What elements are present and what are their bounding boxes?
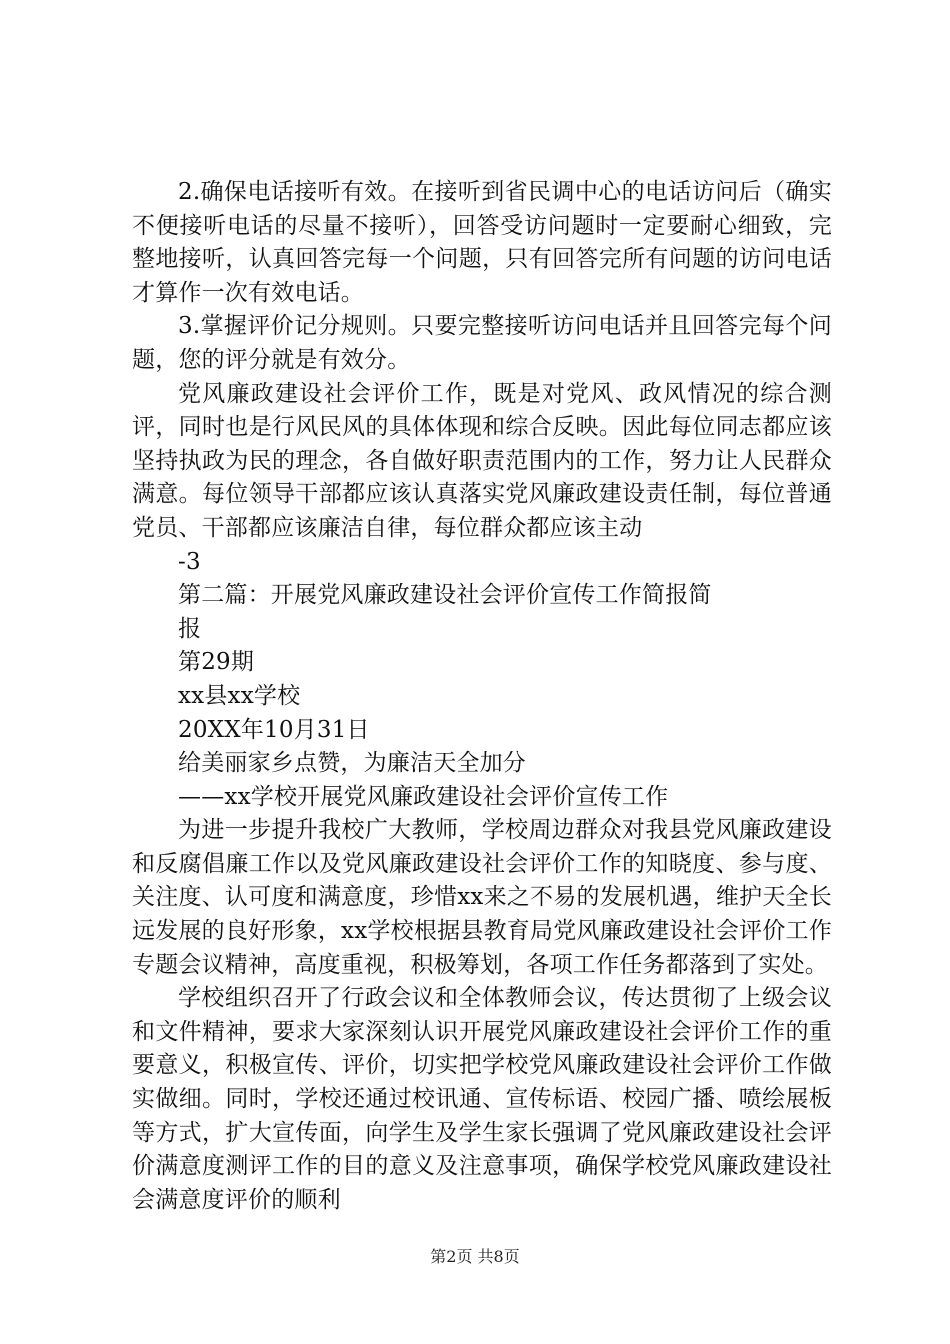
headline: 给美丽家乡点赞，为廉洁天全加分 <box>178 750 526 777</box>
page-footer: 第2页 共8页 <box>430 1247 520 1266</box>
paragraph-scoring-rules: 3.掌握评价记分规则。只要完整接听访问电话并且回答完每个问题，您的评分就是有效分。 <box>132 313 832 373</box>
paragraph-phone-validity: 2.确保电话接听有效。在接听到省民调中心的电话访问后（确实不便接听电话的尽量不接听），回答受访问题时一定要耐心细致，完整地接听，认真回答完每一个问题，只有回答完所有问题的访问电话才算作一次有效电话。 <box>132 179 832 306</box>
subheadline: ——xx学校开展党风廉政建设社会评价宣传工作 <box>178 783 669 810</box>
paragraph-evaluation-work: 党风廉政建设社会评价工作，既是对党风、政风情况的综合测评，同时也是行风民风的具体体现和综合反映。因此每位同志都应该坚持执政为民的理念，各自做好职责范围内的工作，努力让人民群众满意。每位领导干部都应该认真落实党风廉政建设责任制，每位普通党员、干部都应该廉洁自律，每位群众都应该主动 <box>132 380 832 541</box>
body-paragraph-intro: 为进一步提升我校广大教师，学校周边群众对我县党风廉政建设和反腐倡廉工作以及党风廉政建设社会评价工作的知晓度、参与度、关注度、认可度和满意度，珍惜xx来之不易的发展机遇，维护天全长远发展的良好形象，xx学校根据县教育局党风廉政建设社会评价工作专题会议精神，高度重视，积极筹划，各项工作任务都落到了实处。 <box>132 817 832 978</box>
body-paragraph-meetings: 学校组织召开了行政会议和全体教师会议，传达贯彻了上级会议和文件精神，要求大家深刻认识开展党风廉政建设社会评价工作的重要意义，积极宣传、评价，切实把学校党风廉政建设社会评价工作做实做细。同时，学校还通过校讯通、宣传标语、校园广播、喷绘展板等方式，扩大宣传面，向学生及学生家长强调了党风廉政建设社会评价满意度测评工作的目的意义及注意事项，确保学校党风廉政建设社会满意度评价的顺利 <box>132 985 832 1213</box>
page-marker: -3 <box>178 548 201 575</box>
issue-number: 第29期 <box>178 649 255 676</box>
school-name: xx县xx学校 <box>178 682 301 709</box>
issue-date: 20XX年10月31日 <box>178 716 370 743</box>
chapter-title-line1: 第二篇：开展党风廉政建设社会评价宣传工作简报简 <box>178 582 712 609</box>
chapter-title-line2: 报 <box>178 615 202 642</box>
document-body <box>132 176 832 1217</box>
